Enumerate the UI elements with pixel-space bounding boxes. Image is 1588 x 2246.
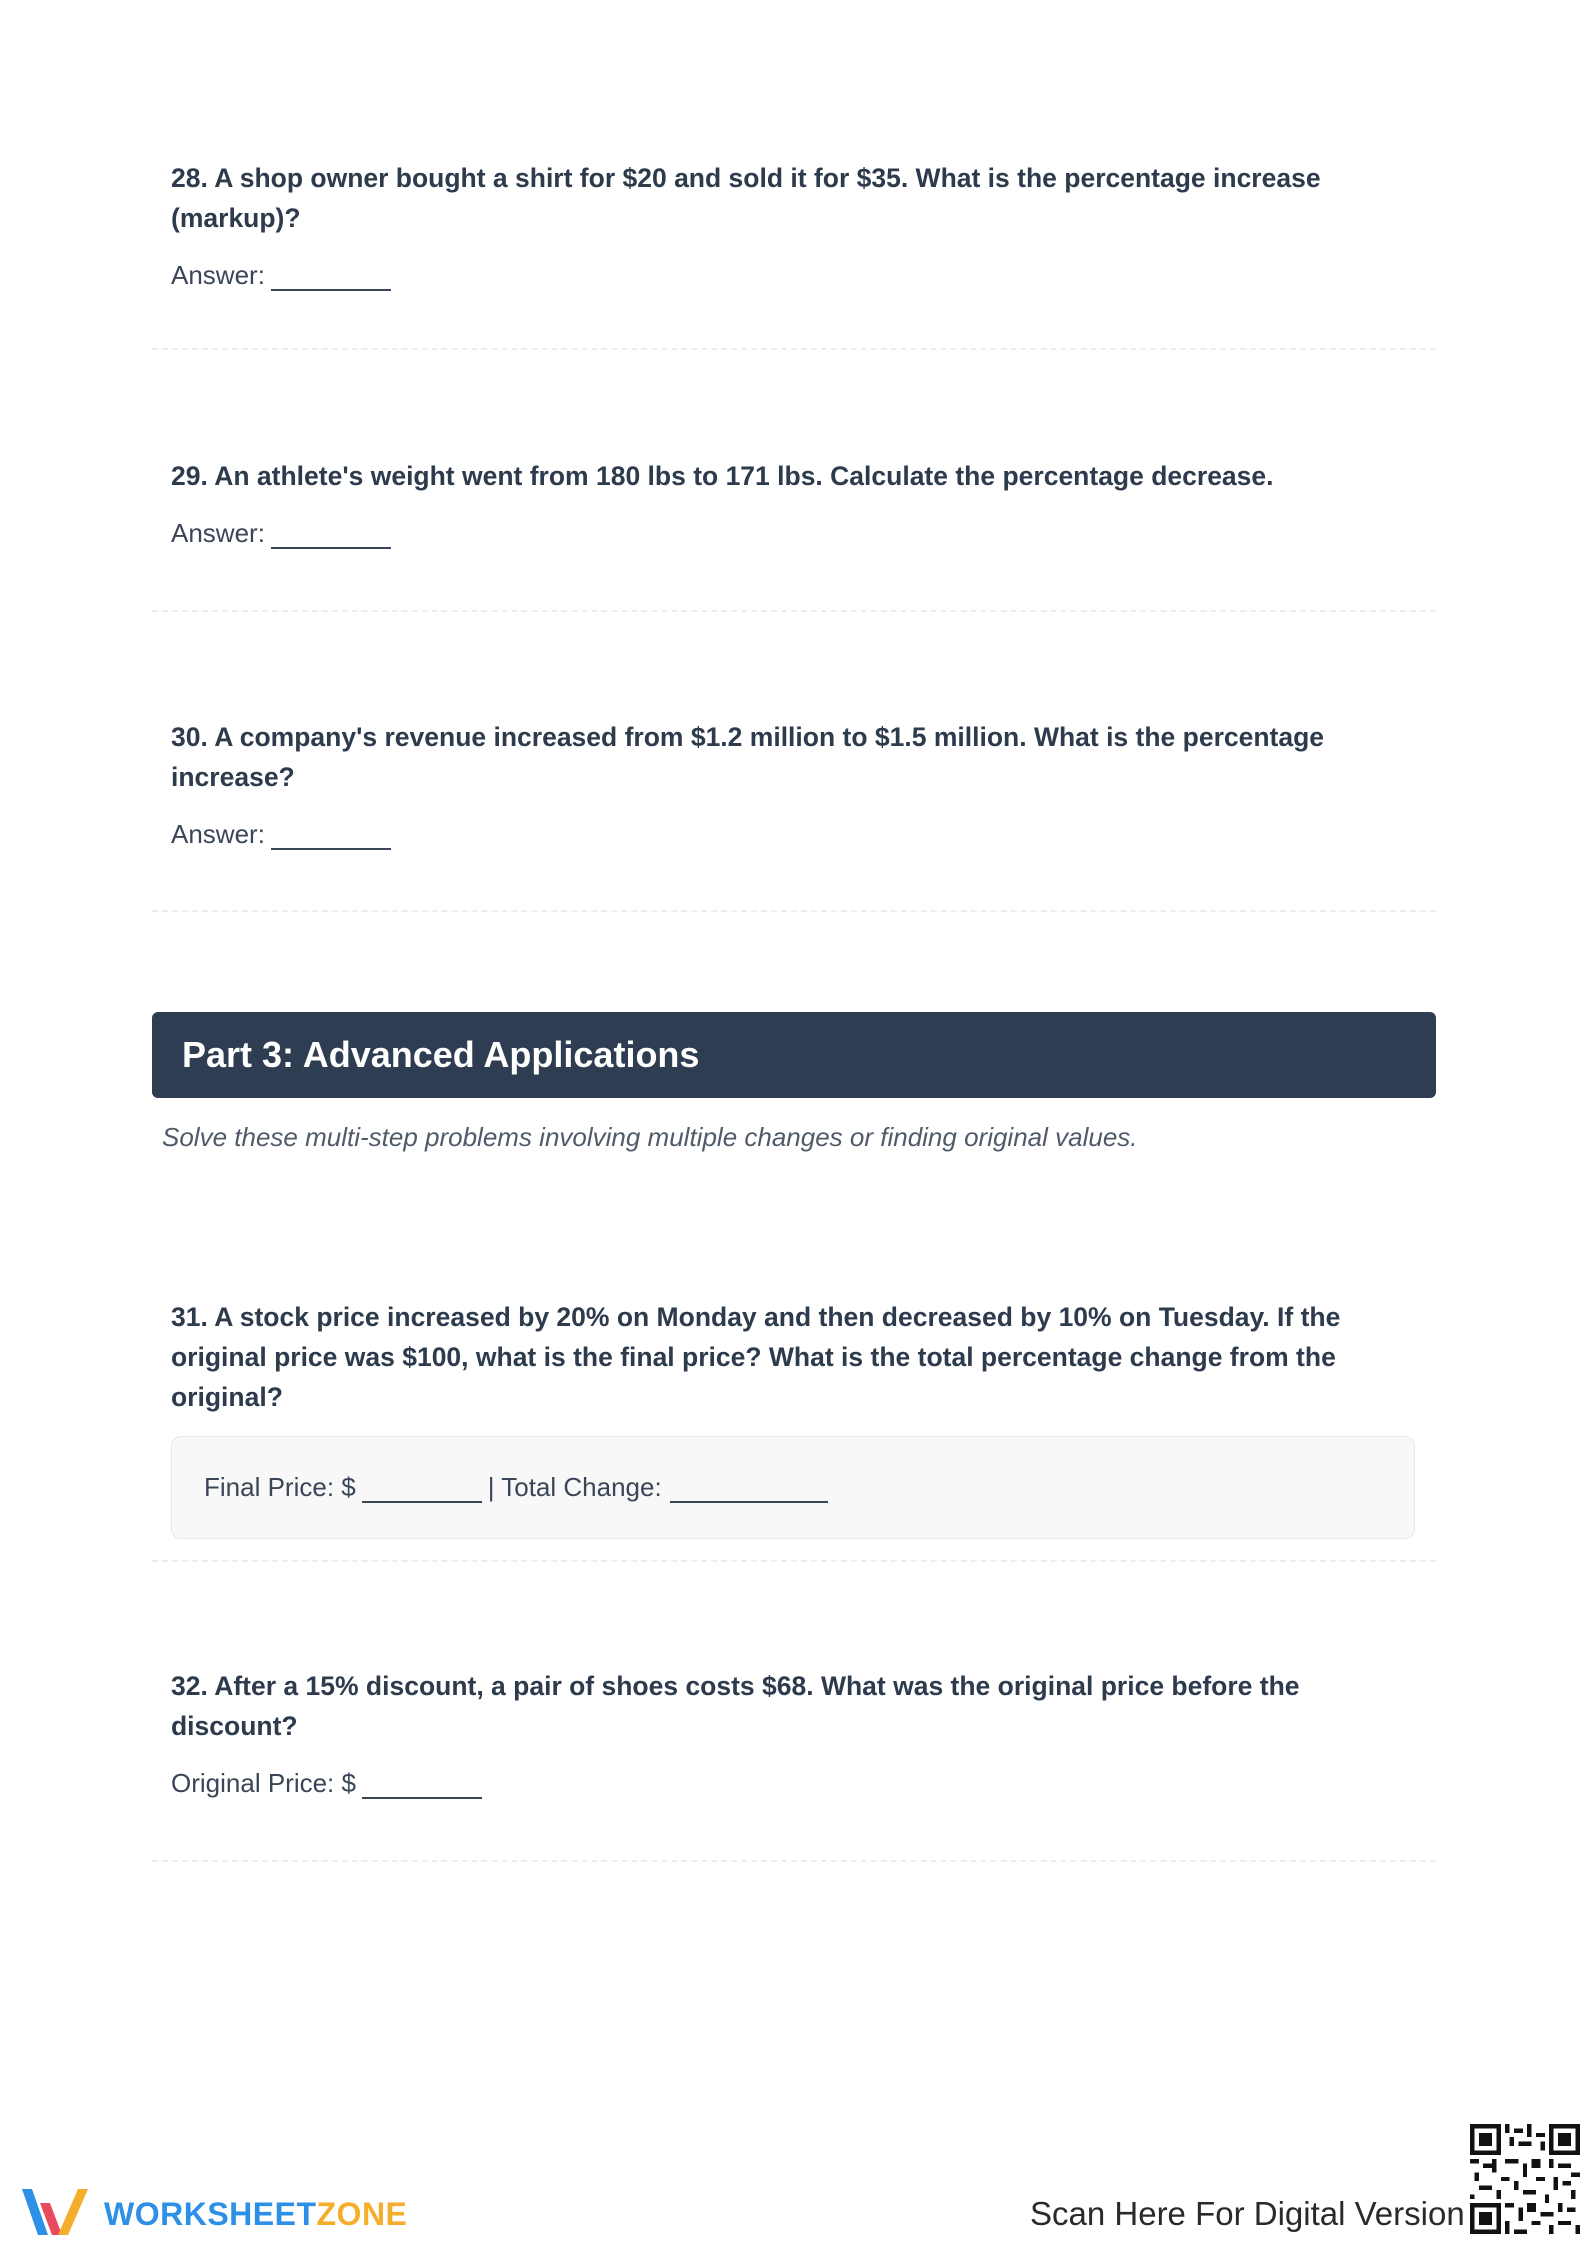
total-change-label: | Total Change: [487,1472,662,1502]
question-28 [171,158,1401,291]
question-text: 28. A shop owner bought a shirt for $20 and sold it for $35. What is the percentage increase (markup)? [171,163,1321,233]
scan-instruction: Scan Here For Digital Version [1030,2195,1465,2232]
answer-label: Answer: [171,260,265,290]
worksheetzone-logo-icon [18,2183,92,2246]
answer-label: Answer: [171,518,265,548]
section-banner [152,1012,1436,1098]
answer-blank[interactable] [271,261,391,291]
final-price-blank[interactable] [362,1473,482,1503]
question-31 [171,1297,1401,1417]
answer-blank[interactable] [271,820,391,850]
answer-row [171,518,1401,549]
section-title: Part 3: Advanced Applications [182,1034,700,1075]
answer-blank[interactable] [271,519,391,549]
answer-blank[interactable] [362,1769,482,1799]
answer-row [171,819,1401,850]
brand-name: WORKSHEETZONE [104,2196,408,2232]
answer-box [171,1436,1415,1539]
question-text: 29. An athlete's weight went from 180 lbs to 171 lbs. Calculate the percentage decrease. [171,461,1274,491]
question-divider [152,1560,1436,1562]
question-text: 30. A company's revenue increased from $1.2 million to $1.5 million. What is the percentage increase? [171,722,1325,792]
total-change-blank[interactable] [670,1473,828,1503]
question-divider [152,348,1436,350]
answer-label: Original Price: $ [171,1768,356,1798]
answer-row [171,260,1401,291]
question-divider [152,910,1436,912]
question-text: 32. After a 15% discount, a pair of shoes costs $68. What was the original price before the discount? [171,1671,1300,1741]
section-subtitle: Solve these multi-step problems involving multiple changes or finding original values. [162,1122,1138,1152]
question-divider [152,610,1436,612]
question-30 [171,717,1401,850]
question-29 [171,456,1401,549]
question-text: 31. A stock price increased by 20% on Monday and then decreased by 10% on Tuesday. If the original price was $100, what is the final price? What is the total percentage change from the original? [171,1302,1341,1412]
answer-label: Answer: [171,819,265,849]
qr-code-icon[interactable] [1470,2124,1580,2239]
final-price-label: Final Price: $ [204,1472,356,1502]
answer-row [171,1768,1401,1799]
brand-logo[interactable] [18,2183,407,2246]
question-divider [152,1860,1436,1862]
question-32 [171,1666,1401,1799]
